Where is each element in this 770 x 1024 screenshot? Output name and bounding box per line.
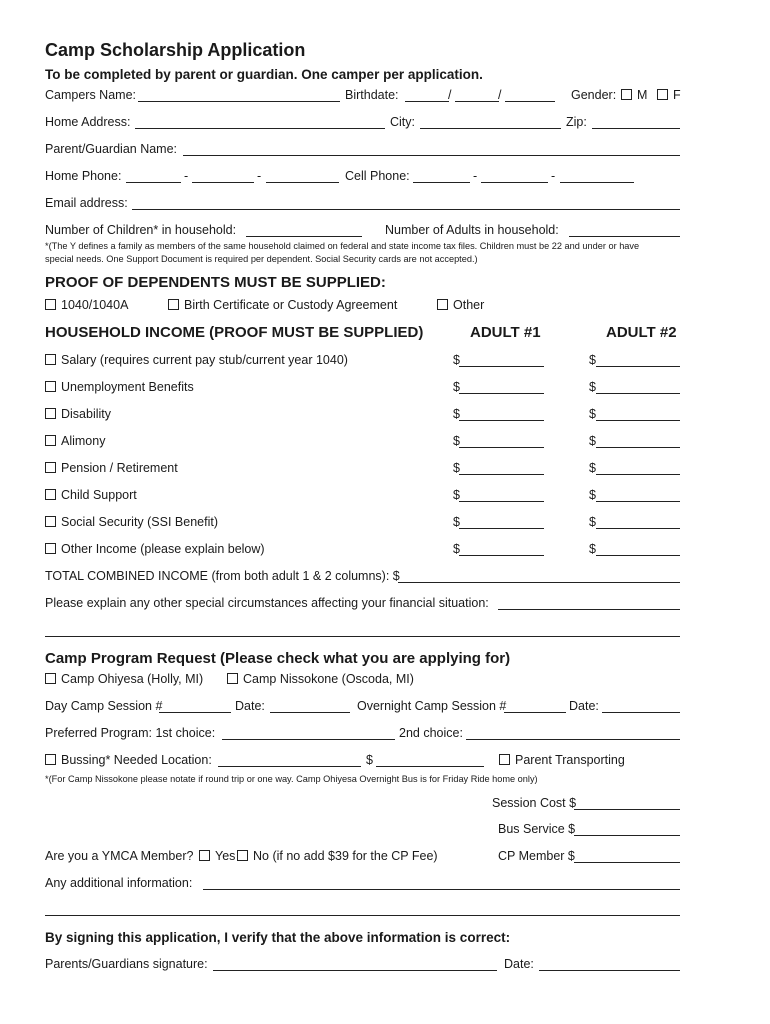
adult2-amount-field[interactable]: [596, 420, 680, 421]
additional-info-label: Any additional information:: [45, 876, 193, 890]
checkbox-icon: [45, 462, 56, 473]
checkbox-icon: [45, 299, 56, 310]
day-session-field[interactable]: [159, 712, 231, 713]
signature-date-label: Date:: [504, 957, 534, 971]
checkbox-icon: [45, 408, 56, 419]
cp-member-field[interactable]: [574, 862, 680, 863]
parent-name-field[interactable]: [183, 155, 680, 156]
overnight-session-field[interactable]: [504, 712, 566, 713]
overnight-session-label: Overnight Camp Session #: [357, 699, 507, 713]
home-phone-area-field[interactable]: [126, 182, 181, 183]
income-row-label: Unemployment Benefits: [61, 380, 194, 394]
income-row-label: Salary (requires current pay stub/current year 1040): [61, 353, 348, 367]
adult1-amount-field[interactable]: [459, 555, 544, 556]
income-row-label: Child Support: [61, 488, 137, 502]
income-heading: HOUSEHOLD INCOME (PROOF MUST BE SUPPLIED): [45, 324, 424, 341]
signature-field[interactable]: [213, 970, 497, 971]
income-row-checkbox[interactable]: [45, 542, 265, 556]
phone-dash: -: [551, 169, 556, 183]
day-date-label: Date:: [235, 699, 265, 713]
parent-transport-label: Parent Transporting: [515, 753, 625, 767]
cell-phone-area-field[interactable]: [413, 182, 470, 183]
bus-location-field[interactable]: [218, 766, 361, 767]
adult1-heading: ADULT #1: [470, 324, 541, 341]
adult2-dollar-sign: $: [589, 461, 596, 475]
program-heading: Camp Program Request (Please check what you are applying for): [45, 650, 511, 667]
camp-ohiyesa-option[interactable]: [45, 672, 203, 686]
income-row-checkbox[interactable]: [45, 461, 178, 475]
overnight-date-label: Date:: [569, 699, 599, 713]
birthdate-month-field[interactable]: [405, 101, 449, 102]
income-row-checkbox[interactable]: [45, 515, 218, 529]
total-income-label: TOTAL COMBINED INCOME (from both adult 1 & 2 columns): $: [45, 569, 400, 583]
preferred-label: Preferred Program: 1st choice:: [45, 726, 216, 740]
bus-service-label: Bus Service $: [498, 822, 576, 836]
camp-nissokone-option[interactable]: [227, 672, 414, 686]
adult1-amount-field[interactable]: [459, 528, 544, 529]
checkbox-icon: [657, 89, 668, 100]
bus-dollar-sign: $: [366, 753, 373, 767]
gender-f-label: F: [673, 88, 681, 102]
campers-name-label: Campers Name:: [45, 88, 136, 102]
gender-label: Gender:: [571, 88, 617, 102]
checkbox-icon: [237, 850, 248, 861]
income-row-checkbox[interactable]: [45, 488, 137, 502]
income-row-label: Other Income (please explain below): [61, 542, 265, 556]
second-choice-label: 2nd choice:: [399, 726, 463, 740]
zip-label: Zip:: [566, 115, 587, 129]
checkbox-icon: [45, 489, 56, 500]
cell-phone-line-field[interactable]: [560, 182, 634, 183]
adult2-heading: ADULT #2: [606, 324, 677, 341]
num-children-field[interactable]: [246, 236, 362, 237]
adult1-dollar-sign: $: [453, 515, 460, 529]
checkbox-icon: [45, 754, 56, 765]
home-phone-prefix-field[interactable]: [192, 182, 254, 183]
campers-name-field[interactable]: [138, 101, 340, 102]
adult2-dollar-sign: $: [589, 488, 596, 502]
checkbox-icon: [437, 299, 448, 310]
second-choice-field[interactable]: [466, 739, 680, 740]
phone-dash: -: [473, 169, 478, 183]
zip-field[interactable]: [592, 128, 680, 129]
proof-option-1040[interactable]: [45, 298, 128, 312]
num-children-label: Number of Children* in household:: [45, 223, 237, 237]
home-phone-line-field[interactable]: [266, 182, 339, 183]
adult1-dollar-sign: $: [453, 380, 460, 394]
income-row-checkbox[interactable]: [45, 380, 194, 394]
adult1-dollar-sign: $: [453, 542, 460, 556]
proof-heading: PROOF OF DEPENDENTS MUST BE SUPPLIED:: [45, 274, 386, 291]
adult1-amount-field[interactable]: [459, 501, 544, 502]
city-field[interactable]: [420, 128, 561, 129]
checkbox-icon: [45, 354, 56, 365]
home-phone-label: Home Phone:: [45, 169, 122, 183]
birthdate-year-field[interactable]: [505, 101, 555, 102]
income-row-checkbox[interactable]: [45, 353, 348, 367]
adult2-amount-field[interactable]: [596, 501, 680, 502]
adult1-amount-field[interactable]: [459, 393, 544, 394]
additional-info-field-continued[interactable]: [45, 915, 680, 916]
phone-dash: -: [184, 169, 189, 183]
overnight-date-field[interactable]: [602, 712, 680, 713]
num-adults-field[interactable]: [569, 236, 680, 237]
parent-transport-option[interactable]: [499, 753, 625, 767]
checkbox-icon: [45, 381, 56, 392]
additional-info-field[interactable]: [203, 889, 680, 890]
adult1-dollar-sign: $: [453, 353, 460, 367]
first-choice-field[interactable]: [222, 739, 395, 740]
income-row-checkbox[interactable]: [45, 407, 111, 421]
total-income-field[interactable]: [398, 582, 680, 583]
checkbox-icon: [621, 89, 632, 100]
proof-option-birth-certificate[interactable]: [168, 298, 397, 312]
adult2-dollar-sign: $: [589, 542, 596, 556]
cp-member-label: CP Member $: [498, 849, 575, 863]
proof-option-label: Other: [453, 298, 485, 312]
email-label: Email address:: [45, 196, 128, 210]
adult1-amount-field[interactable]: [459, 420, 544, 421]
adult2-amount-field[interactable]: [596, 474, 680, 475]
ymca-member-label: Are you a YMCA Member?: [45, 849, 194, 863]
phone-dash: -: [257, 169, 262, 183]
cell-phone-label: Cell Phone:: [345, 169, 410, 183]
adult2-dollar-sign: $: [589, 380, 596, 394]
adult1-amount-field[interactable]: [459, 366, 544, 367]
adult2-amount-field[interactable]: [596, 393, 680, 394]
explain-field-continued[interactable]: [45, 636, 680, 637]
form-subtitle: To be completed by parent or guardian. One camper per application.: [45, 67, 483, 82]
ymca-no-label: No (if no add $39 for the CP Fee): [253, 849, 438, 863]
explain-field[interactable]: [498, 609, 680, 610]
parent-name-label: Parent/Guardian Name:: [45, 142, 178, 156]
bus-note: *(For Camp Nissokone please notate if round trip or one way. Camp Ohiyesa Overnight Bus is for Friday Ride home only): [45, 774, 538, 784]
income-row-label: Pension / Retirement: [61, 461, 178, 475]
cell-phone-prefix-field[interactable]: [481, 182, 548, 183]
signature-label: Parents/Guardians signature:: [45, 957, 208, 971]
adult2-amount-field[interactable]: [596, 555, 680, 556]
ymca-yes-label: Yes: [215, 849, 236, 863]
checkbox-icon: [45, 516, 56, 527]
gender-f-option[interactable]: [657, 88, 681, 102]
bus-service-field[interactable]: [574, 835, 680, 836]
income-row-label: Social Security (SSI Benefit): [61, 515, 219, 529]
date-slash: /: [498, 88, 502, 102]
adult2-amount-field[interactable]: [596, 447, 680, 448]
adult1-dollar-sign: $: [453, 461, 460, 475]
session-cost-field[interactable]: [574, 809, 680, 810]
adult1-dollar-sign: $: [453, 407, 460, 421]
verify-statement: By signing this application, I verify that the above information is correct:: [45, 930, 511, 945]
explain-label: Please explain any other special circumstances affecting your financial situation:: [45, 596, 489, 610]
adult2-dollar-sign: $: [589, 515, 596, 529]
home-address-field[interactable]: [135, 128, 385, 129]
checkbox-icon: [45, 435, 56, 446]
adult2-dollar-sign: $: [589, 407, 596, 421]
camp-nissokone-label: Camp Nissokone (Oscoda, MI): [243, 672, 414, 686]
adult2-amount-field[interactable]: [596, 528, 680, 529]
camp-ohiyesa-label: Camp Ohiyesa (Holly, MI): [61, 672, 204, 686]
proof-option-label: 1040/1040A: [61, 298, 129, 312]
signature-date-field[interactable]: [539, 970, 680, 971]
ymca-no-option[interactable]: [237, 849, 438, 863]
adult1-dollar-sign: $: [453, 488, 460, 502]
bussing-option[interactable]: [45, 753, 212, 767]
household-note-line2: special needs. One Support Document is required per dependent. Social Security cards are not accepted.): [45, 254, 478, 264]
checkbox-icon: [199, 850, 210, 861]
checkbox-icon: [168, 299, 179, 310]
bussing-label: Bussing* Needed Location:: [61, 753, 212, 767]
household-note-line1: *(The Y defines a family as members of the same household claimed on federal and state income tax files. Children must be 22 and under or have: [45, 241, 640, 251]
day-date-field[interactable]: [270, 712, 350, 713]
bus-amount-field[interactable]: [376, 766, 484, 767]
gender-m-option[interactable]: [621, 88, 647, 102]
income-row-label: Alimony: [61, 434, 106, 448]
adult2-dollar-sign: $: [589, 353, 596, 367]
income-row-label: Disability: [61, 407, 112, 421]
checkbox-icon: [499, 754, 510, 765]
proof-option-other[interactable]: [437, 298, 484, 312]
email-field[interactable]: [132, 209, 680, 210]
session-cost-label: Session Cost $: [492, 796, 577, 810]
day-session-label: Day Camp Session #: [45, 699, 163, 713]
birthdate-day-field[interactable]: [455, 101, 499, 102]
form-title: Camp Scholarship Application: [45, 40, 306, 60]
birthdate-label: Birthdate:: [345, 88, 399, 102]
num-adults-label: Number of Adults in household:: [385, 223, 559, 237]
adult1-amount-field[interactable]: [459, 474, 544, 475]
checkbox-icon: [45, 673, 56, 684]
city-label: City:: [390, 115, 415, 129]
ymca-yes-option[interactable]: [199, 849, 235, 863]
adult2-amount-field[interactable]: [596, 366, 680, 367]
adult1-dollar-sign: $: [453, 434, 460, 448]
checkbox-icon: [45, 543, 56, 554]
gender-m-label: M: [637, 88, 648, 102]
home-address-label: Home Address:: [45, 115, 131, 129]
adult2-dollar-sign: $: [589, 434, 596, 448]
adult1-amount-field[interactable]: [459, 447, 544, 448]
date-slash: /: [448, 88, 452, 102]
proof-option-label: Birth Certificate or Custody Agreement: [184, 298, 398, 312]
income-row-checkbox[interactable]: [45, 434, 105, 448]
checkbox-icon: [227, 673, 238, 684]
